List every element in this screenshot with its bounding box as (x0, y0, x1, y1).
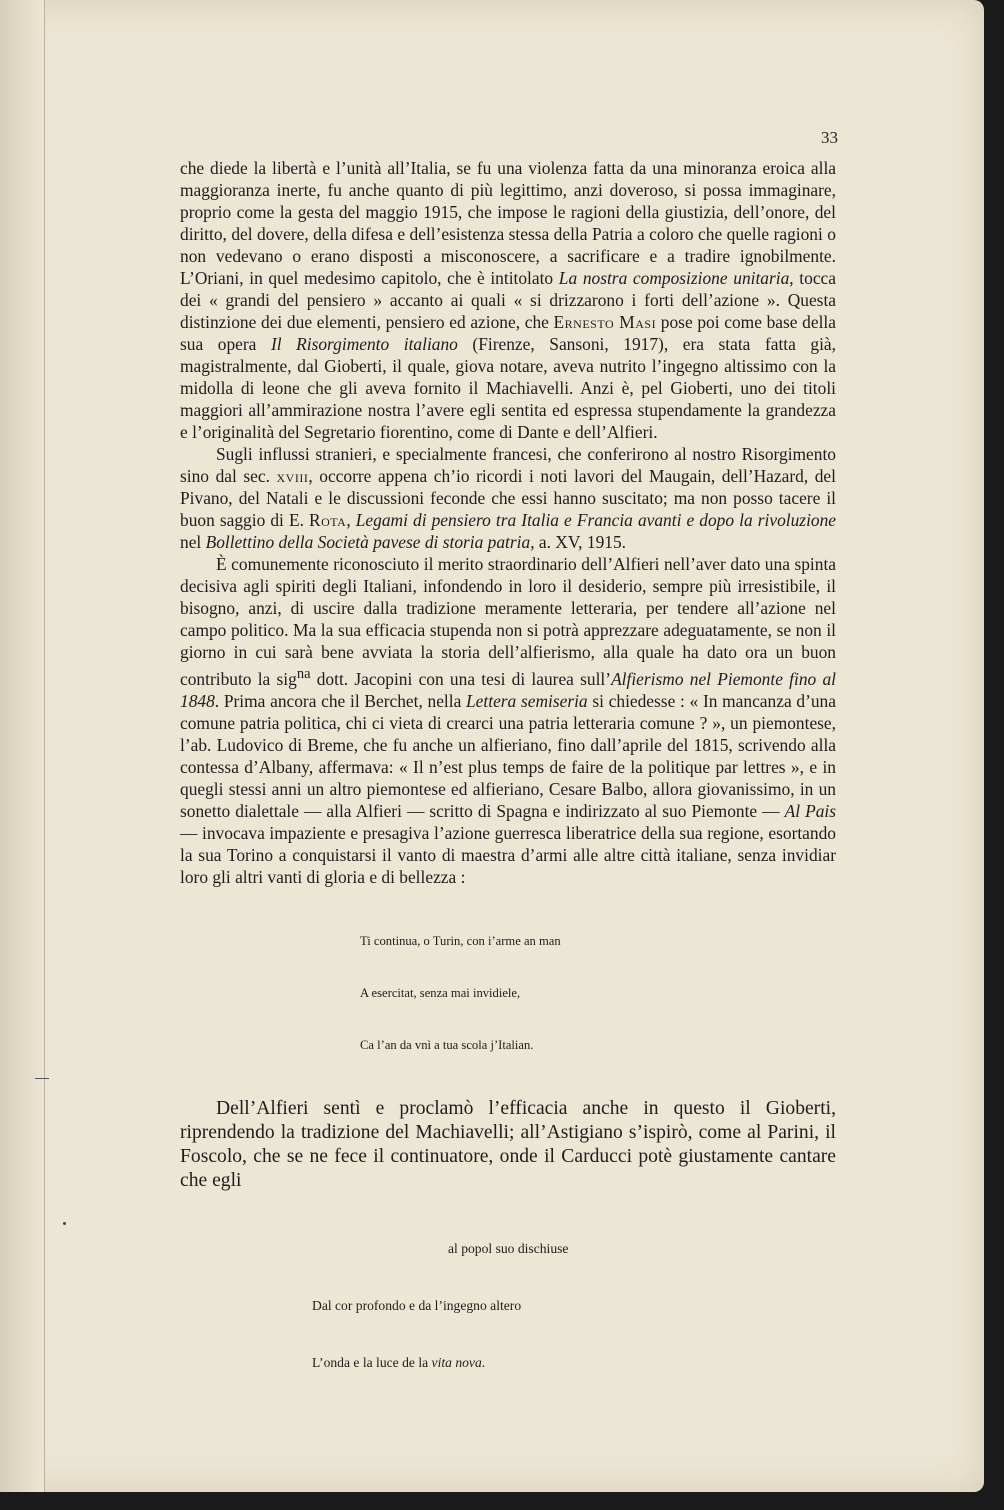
verse-line: A esercitat, senza mai invidiele, (360, 985, 521, 1000)
italic-title: Il Risorgimento italiano (270, 334, 458, 354)
margin-dot (63, 1222, 66, 1225)
verse-line: Ca l’an da vnì a tua scola j’Italian. (360, 1038, 534, 1053)
verse-line (312, 1353, 836, 1372)
small-caps-name: Ernesto Masi (553, 312, 657, 332)
paragraphs (180, 157, 836, 888)
margin-mark (35, 1078, 49, 1079)
verse-block-piedmontese (360, 898, 836, 1089)
text-run: si chiedesse : « In mancanza d’una comune patria politica, chi ci vieta di crearci una patria letteraria comune ? », un piemontese, l’ab. Ludovico di Breme, che fu anche un alfieriano, fino dall’aprile del 1815, scrivendo alla contessa d’Albany, affermava: « Il n’est plus temps de faire de la politique par lettres », e in quegli stessi anni un altro piemontese ed alfieriano, Cesare Balbo, allora giovanissimo, in un sonetto dialettale — alla Alfieri — scritto di Spagna e indirizzato al suo Piemonte — (180, 690, 836, 821)
verse-text: L’onda e la luce de la (312, 1355, 432, 1371)
verse-block-carducci (312, 1201, 836, 1410)
text-run: È comunemente riconosciuto il merito straordinario dell’Alfieri nell’aver dato una spinta decisiva agli spiriti degli Italiani, infondendo in loro il desiderio, sempre più irresistibile, il bisogno, anzi, di uscire dalla tradizione meramente letteraria, per tendere all’azione nel campo politico. Ma la sua efficacia stupenda non si potrà apprezzare adeguatamente, se non il giorno in cui sarà bene avviata la storia dell’alfierismo, alla quale ha dato ora un buon contributo la sig (180, 554, 836, 689)
italic-title: Bollettino della Società pavese di storia patria (205, 532, 531, 552)
main-text (180, 157, 836, 1410)
text-run: nel (180, 532, 206, 552)
verse-italic: vita nova (431, 1355, 482, 1371)
italic-title: Alfierismo nel Piemonte fino al 1848 (180, 668, 836, 711)
verse-line: Ti continua, o Turin, con i’arme an man (360, 933, 561, 948)
text-run: — invocava impaziente e presagiva l’azione guerresca liberatrice della sua regione, esortando la sua Torino a conquistarsi il vanto di maestra d’armi alle altre città italiane, senza invidiar loro gli altri vanti di gloria e di bellezza : (180, 822, 836, 887)
text-run: , a. XV, 1915. (530, 532, 626, 552)
text-run: che diede la libertà e l’unità all’Italia, se fu una violenza fatta da una minoranza eroica alla maggioranza inerte, fu anche quanto di più legittimo, anzi doveroso, si possa immaginare, proprio come la gesta del maggio 1915, che impose le ragioni della giustizia, dell’onore, del diritto, del dovere, della difesa e dell’esistenza stessa della Patria a coloro che quelle ragioni o non vedevano o erano disposti a misconoscere, a sacrificare e a tradire ignobilmente. L’Oriani, in quel medesimo capitolo, che è intitolato (180, 158, 836, 288)
text-run: , (346, 510, 356, 530)
italic-title: La nostra composizione unitaria (558, 268, 790, 288)
page-number: 33 (821, 128, 838, 147)
verse-line: al popol suo dischiuse (448, 1241, 569, 1257)
italic-title: Al Pais (784, 800, 836, 821)
text-run: (Firenze, Sansoni, 1917), era stata fatta già, magistralmente, dal Gioberti, il quale, giova notare, aveva nutrito l’ingegno altissimo con la midolla di leone che gli aveva fornito il Machiavelli. Anzi è, pel Gioberti, uno dei titoli maggiori all’ammirazione nostra l’avere egli sentita ed espressa stupendamente la grandezza e l’originalità del Segretario fiorentino, come di Dante e dell’Alfieri. (180, 334, 836, 442)
small-caps-name: xviii (276, 466, 309, 486)
body-paragraph (180, 443, 836, 553)
text-run: pose poi come base della sua opera (180, 312, 836, 354)
body-paragraph (180, 157, 836, 443)
text-run: Sugli influssi stranieri, e specialmente francesi, che conferirono al nostro Risorgimento sino dal sec. (180, 444, 836, 486)
italic-title: Legami di pensiero tra Italia e Francia avanti e dopo la rivoluzione (355, 510, 837, 530)
text-run: , occorre appena ch’io ricordi i noti lavori del Maugain, dell’Hazard, del Pivano, del Natali e le discussioni feconde che essi hanno suscitato; ma non posso tacere il buon saggio di E. (180, 466, 836, 530)
page-gutter (0, 0, 45, 1492)
text-run: , tocca dei « grandi del pensiero » accanto ai quali « si drizzarono i forti dell’azione ». Questa distinzione dei due elementi, pensiero ed azione, che (180, 268, 836, 332)
verse-text: . (481, 1355, 486, 1371)
superscript: na (296, 666, 311, 682)
text-run: dott. Jacopini con una tesi di laurea sull’ (310, 668, 612, 689)
body-paragraph (180, 553, 836, 888)
italic-title: Lettera semiseria (466, 690, 588, 711)
verse-line: Dal cor profondo e da l’ingegno altero (312, 1298, 522, 1314)
text-run: . Prima ancora che il Berchet, nella (214, 690, 467, 711)
small-caps-name: Rota (309, 510, 347, 530)
closing-paragraph: Dell’Alfieri sentì e proclamò l’efficacia anche in questo il Gioberti, riprendendo la tradizione del Machiavelli; all’Astigiano s’ispirò, come al Parini, il Foscolo, che se ne fece il continuatore, onde il Carducci potè giustamente cantare che egli (180, 1098, 836, 1192)
